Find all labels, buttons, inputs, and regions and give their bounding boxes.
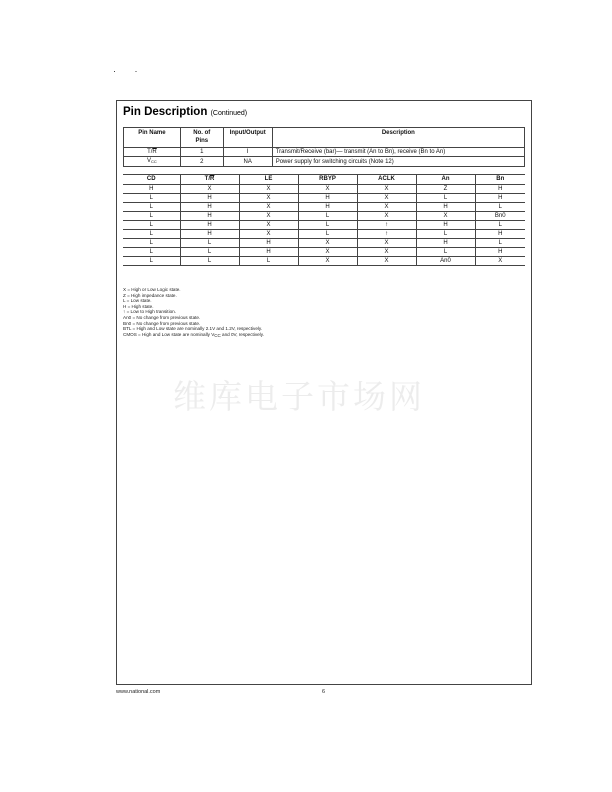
truth-cell: X bbox=[239, 194, 298, 203]
truth-cell: H bbox=[416, 239, 475, 248]
truth-cell: H bbox=[180, 212, 239, 221]
truth-cell: X bbox=[357, 185, 416, 194]
note-arrow: ↑ = Low to High transition. bbox=[123, 309, 176, 315]
truth-cell: L bbox=[123, 203, 180, 212]
footer-url: www.national.com bbox=[116, 689, 161, 695]
truth-cell: An0 bbox=[416, 257, 475, 266]
truth-cell: X bbox=[298, 185, 357, 194]
pin-count-cell: 1 bbox=[180, 148, 223, 157]
truth-cell: L bbox=[123, 230, 180, 239]
an-header: An bbox=[416, 175, 475, 185]
truth-row bbox=[123, 221, 525, 230]
aclk-header: ACLK bbox=[357, 175, 416, 185]
truth-cell: X bbox=[239, 203, 298, 212]
truth-table-header-row bbox=[123, 175, 525, 185]
truth-cell: ↑ bbox=[357, 221, 416, 230]
section-continued: (Continued) bbox=[210, 110, 248, 117]
pin-description-cell: Transmit/Receive (bar)— transmit (An to Bn), receive (Bn to An) bbox=[272, 148, 524, 157]
truth-row bbox=[123, 230, 525, 239]
truth-cell: H bbox=[239, 248, 298, 257]
truth-cell: L bbox=[180, 239, 239, 248]
truth-cell: X bbox=[239, 212, 298, 221]
description-header: Description bbox=[272, 128, 524, 148]
truth-cell: L bbox=[123, 239, 180, 248]
truth-cell: H bbox=[180, 203, 239, 212]
truth-cell: L bbox=[180, 257, 239, 266]
truth-cell: H bbox=[475, 248, 525, 257]
cd-header: CD bbox=[123, 175, 180, 185]
truth-cell: L bbox=[180, 248, 239, 257]
truth-cell: H bbox=[180, 194, 239, 203]
truth-cell: X bbox=[180, 185, 239, 194]
truth-cell: Z bbox=[416, 185, 475, 194]
no-of-pins-header bbox=[180, 128, 223, 148]
truth-cell: X bbox=[357, 239, 416, 248]
pin-name-cell: $V_{CC}$ bbox=[124, 157, 181, 167]
no-of-pins-header-line2: Pins bbox=[195, 138, 209, 144]
pin-io-cell: I bbox=[223, 148, 272, 157]
truth-cell: H bbox=[475, 194, 525, 203]
truth-row bbox=[123, 257, 525, 266]
truth-cell: H bbox=[123, 185, 180, 194]
truth-row bbox=[123, 194, 525, 203]
truth-cell: L bbox=[298, 212, 357, 221]
truth-cell: L bbox=[416, 194, 475, 203]
pin-row bbox=[124, 157, 525, 167]
truth-cell: X bbox=[298, 257, 357, 266]
truth-cell: X bbox=[416, 212, 475, 221]
truth-cell: H bbox=[416, 203, 475, 212]
truth-cell: L bbox=[298, 230, 357, 239]
no-of-pins-header-line1: No. of bbox=[193, 130, 211, 136]
truth-cell: L bbox=[475, 203, 525, 212]
truth-cell: L bbox=[475, 221, 525, 230]
note-h: H = High state. bbox=[123, 303, 154, 309]
truth-cell: L bbox=[123, 257, 180, 266]
truth-cell: L bbox=[298, 221, 357, 230]
pin-row bbox=[124, 148, 525, 157]
truth-cell: X bbox=[475, 257, 525, 266]
tr-header: $T/\overline{R}$ bbox=[180, 175, 239, 185]
truth-row bbox=[123, 248, 525, 257]
truth-cell: ↑ bbox=[357, 230, 416, 239]
truth-cell: H bbox=[298, 203, 357, 212]
truth-cell: H bbox=[475, 230, 525, 239]
truth-cell: X bbox=[357, 203, 416, 212]
truth-cell: X bbox=[239, 221, 298, 230]
truth-cell: H bbox=[180, 230, 239, 239]
pin-name-cell: $T/\overline{R}$ bbox=[124, 148, 181, 157]
truth-cell: H bbox=[239, 239, 298, 248]
note-x: X = High or Low Logic state. bbox=[123, 287, 181, 292]
section-title bbox=[123, 106, 247, 118]
truth-cell: X bbox=[357, 212, 416, 221]
truth-cell: X bbox=[239, 185, 298, 194]
truth-cell: H bbox=[416, 221, 475, 230]
pin-description-table bbox=[123, 127, 525, 167]
truth-cell: Bn0 bbox=[475, 212, 525, 221]
header-marks: · · bbox=[113, 66, 146, 76]
truth-cell: L bbox=[475, 239, 525, 248]
bn-header: Bn bbox=[475, 175, 525, 185]
truth-row bbox=[123, 185, 525, 194]
pin-table-header-row bbox=[124, 128, 525, 148]
note-l: L = Low state. bbox=[123, 298, 152, 304]
truth-cell: X bbox=[357, 194, 416, 203]
truth-table bbox=[123, 174, 525, 266]
truth-cell: X bbox=[357, 257, 416, 266]
truth-cell: L bbox=[239, 257, 298, 266]
truth-cell: L bbox=[416, 248, 475, 257]
pin-io-cell: NA bbox=[223, 157, 272, 167]
note-btl: BTL = High and Low state are nominally 2.1V and 1.2V, respectively. bbox=[123, 326, 263, 332]
io-header: Input/Output bbox=[223, 128, 272, 148]
truth-cell: X bbox=[298, 248, 357, 257]
truth-cell: H bbox=[180, 221, 239, 230]
watermark: 维库电子市场网 bbox=[173, 377, 425, 416]
truth-table-notes bbox=[123, 287, 264, 338]
note-an0: An0 = No change from previous state. bbox=[123, 314, 201, 320]
truth-row bbox=[123, 203, 525, 212]
truth-cell: X bbox=[239, 230, 298, 239]
rbyp-header: RBYP bbox=[298, 175, 357, 185]
pin-description-cell: Power supply for switching circuits (Note 12) bbox=[272, 157, 524, 167]
truth-cell: L bbox=[123, 194, 180, 203]
le-header: LE bbox=[239, 175, 298, 185]
truth-cell: H bbox=[475, 185, 525, 194]
truth-cell: X bbox=[298, 239, 357, 248]
note-cmos: CMOS = High and Low state are nominally VCC and 0V, respectively. bbox=[123, 331, 264, 338]
pin-name-header: Pin Name bbox=[124, 128, 181, 148]
pin-count-cell: 2 bbox=[180, 157, 223, 167]
truth-cell: L bbox=[123, 212, 180, 221]
truth-cell: L bbox=[123, 221, 180, 230]
truth-cell: H bbox=[298, 194, 357, 203]
note-z: Z = High impedance state. bbox=[123, 292, 177, 298]
truth-row bbox=[123, 239, 525, 248]
page-number: 6 bbox=[322, 689, 326, 695]
truth-row bbox=[123, 212, 525, 221]
section-title-text: Pin Description bbox=[123, 106, 208, 118]
truth-cell: L bbox=[416, 230, 475, 239]
note-bn0: Bn0 = No change from previous state. bbox=[123, 320, 201, 326]
truth-cell: L bbox=[123, 248, 180, 257]
truth-cell: X bbox=[357, 248, 416, 257]
